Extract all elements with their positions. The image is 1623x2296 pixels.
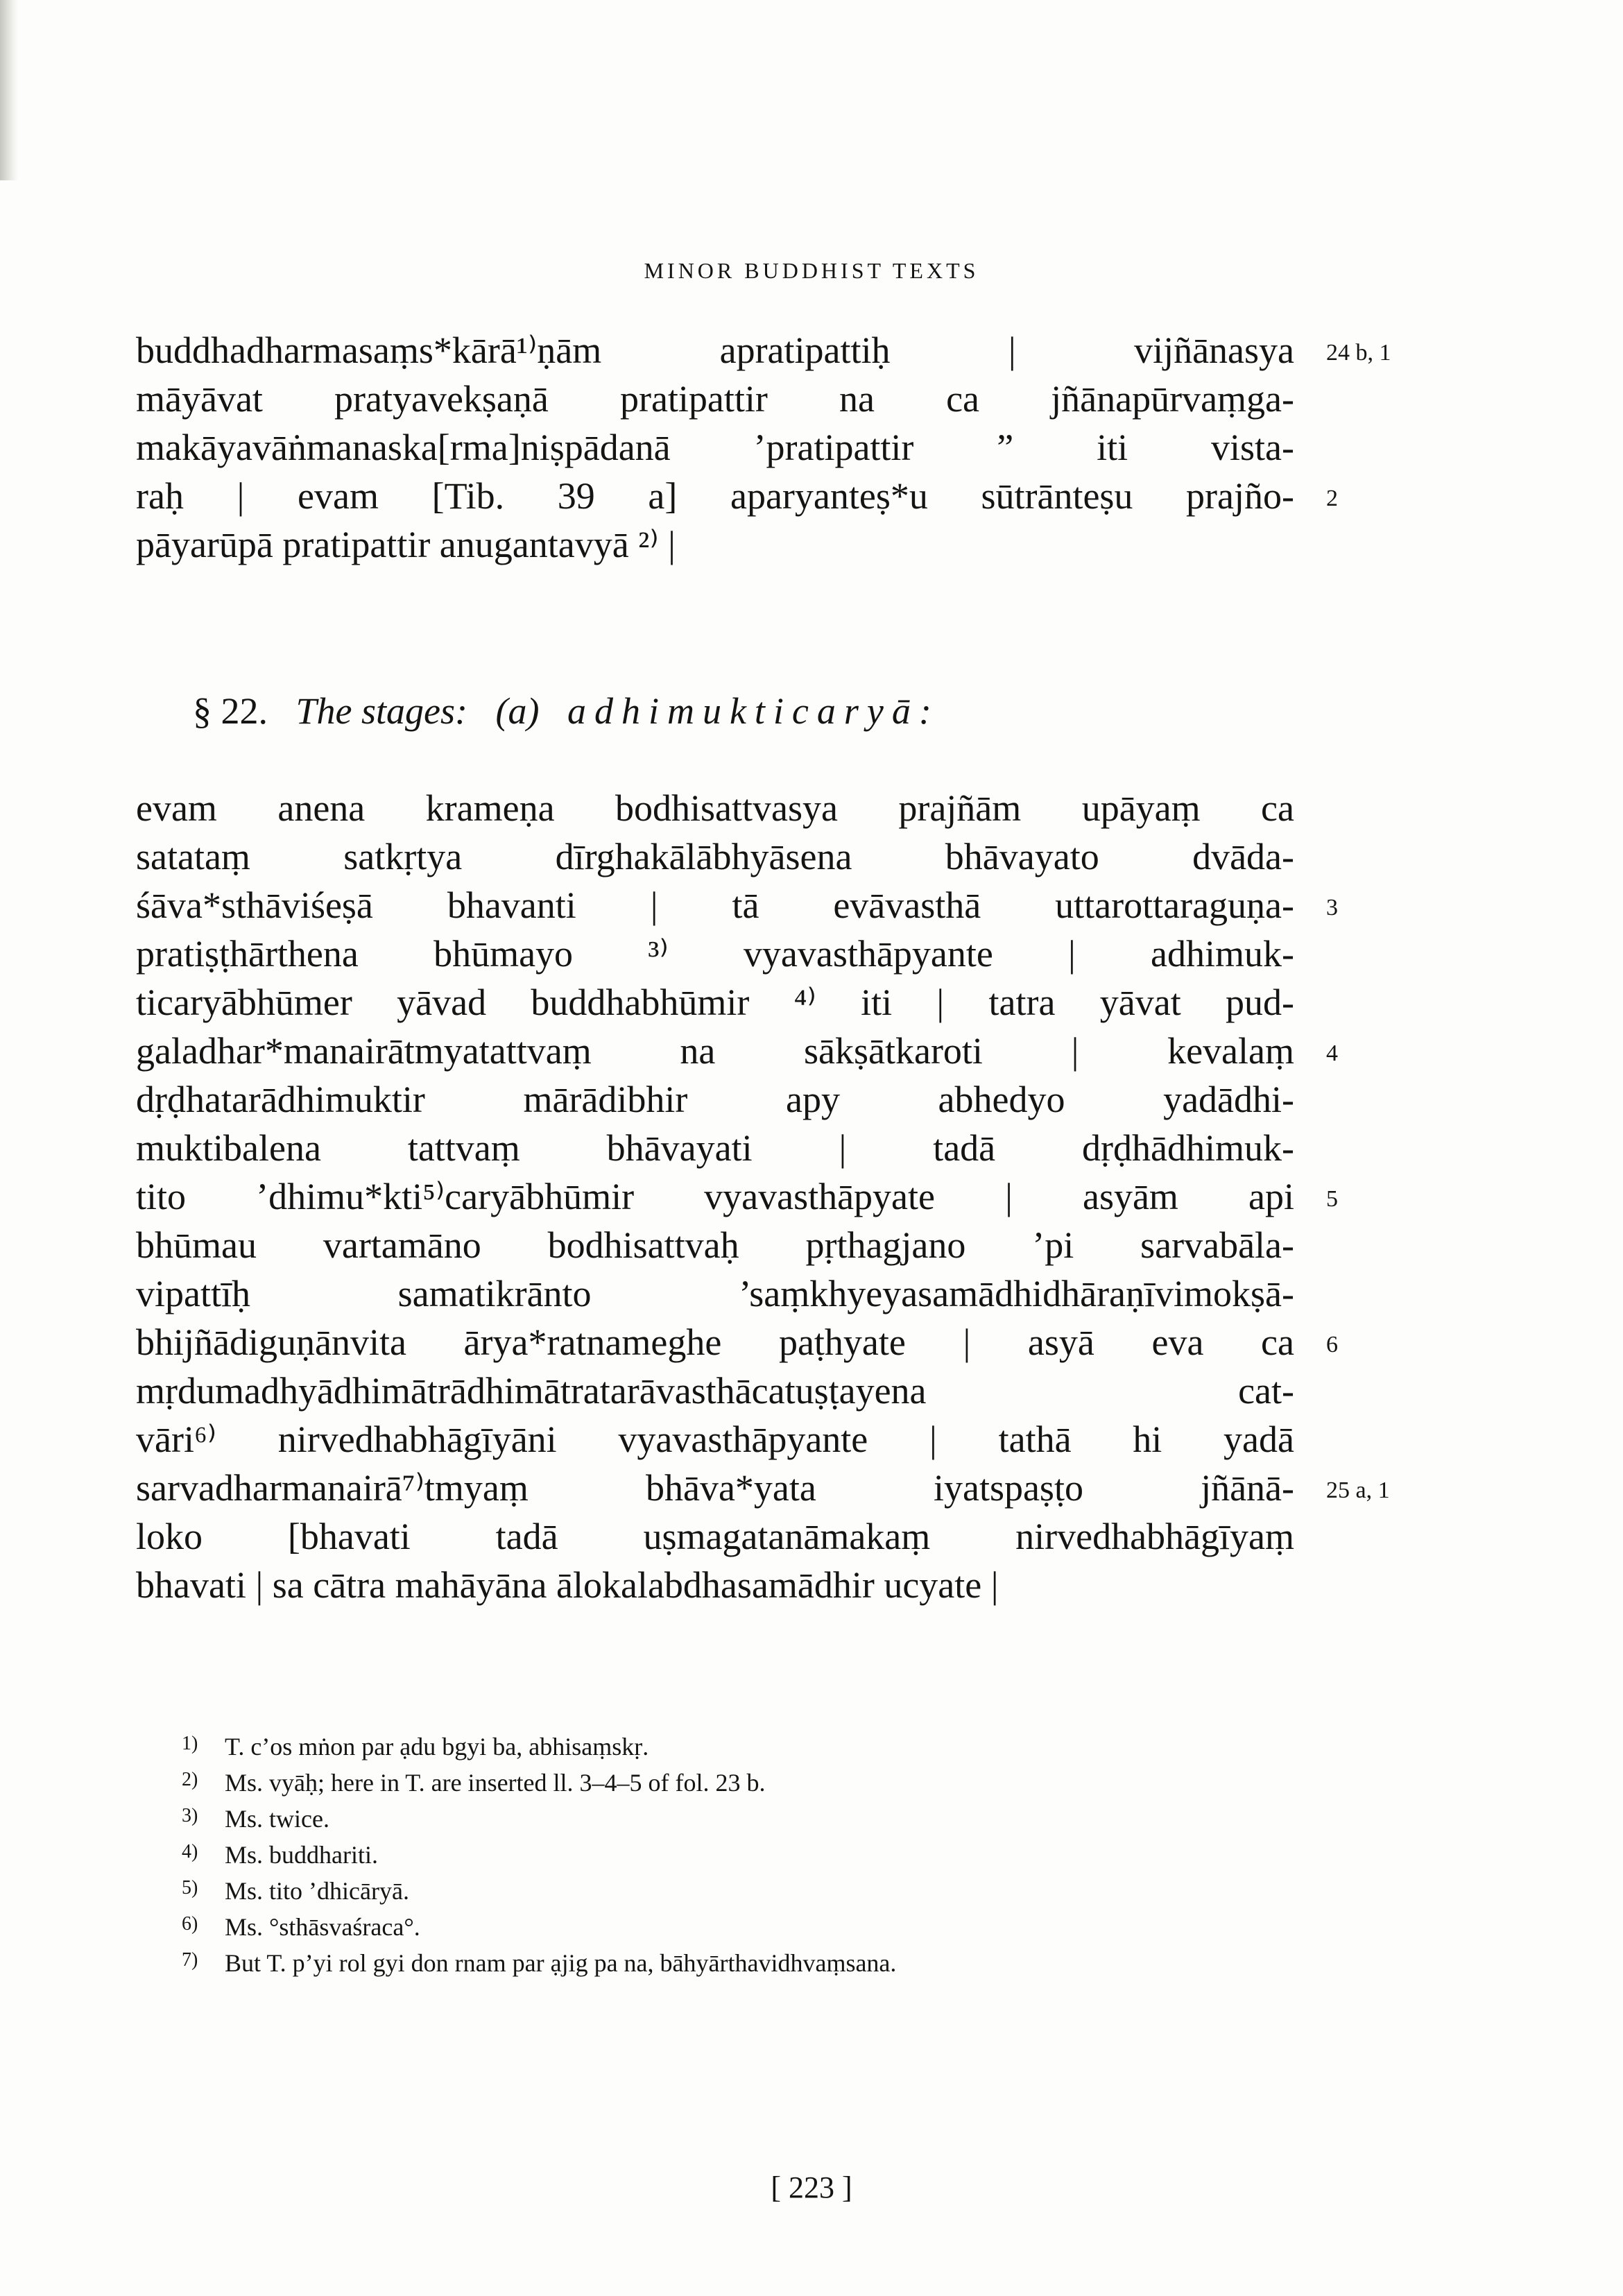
- margin-ref: 24 b, 1: [1326, 340, 1391, 366]
- section-subletter: (a): [495, 690, 540, 732]
- text-line: śāva*sthāviśeṣā bhavanti | tā evāvasthā uttarottaraguṇa-: [136, 884, 1294, 926]
- footnote-text: Ms. twice.: [225, 1805, 329, 1833]
- text-line: satataṃ satkṛtya dīrghakālābhyāsena bhāvayato dvāda-: [136, 836, 1294, 877]
- text-line: evam anena krameṇa bodhisattvasya prajñām upāyaṃ ca: [136, 787, 1294, 829]
- text-line: māyāvat pratyavekṣaṇā pratipattir na ca jñānapūrvaṃga-: [136, 378, 1294, 420]
- running-head: MINOR BUDDHIST TEXTS: [644, 258, 979, 283]
- text-line: bhijñādiguṇānvita ārya*ratnameghe paṭhyate | asyā eva ca: [136, 1321, 1294, 1363]
- text-line: raḥ | evam [Tib. 39 a] aparyanteṣ*u sūtrānteṣu prajño-: [136, 475, 1294, 517]
- scan-edge-shadow: [0, 0, 18, 180]
- section-title: The stages:: [295, 690, 467, 732]
- text-line: vipattīḥ samatikrānto ’saṃkhyeyasamādhidhāraṇīvimokṣā-: [136, 1273, 1294, 1314]
- footnote: [182, 1762, 1305, 1801]
- footnote-text: T. c’os mṅon par ạdu bgyi ba, abhisaṃskṛ.: [225, 1733, 649, 1760]
- footnote-number: 4): [182, 1841, 198, 1862]
- footnote-number: 1): [182, 1733, 198, 1754]
- footnote-text: But T. p’yi rol gyi don rnam par ạjig pa na, bāhyārthavidhvaṃsana.: [225, 1949, 897, 1977]
- text-line: buddhadharmasaṃs*kārā¹⁾ṇām apratipattiḥ | vijñānasya: [136, 329, 1294, 371]
- footnote: [182, 1834, 1305, 1873]
- text-line: tito ’dhimu*kti⁵⁾caryābhūmir vyavasthāpyate | asyām api: [136, 1176, 1294, 1217]
- margin-ref: 3: [1326, 895, 1338, 920]
- text-line: galadhar*manairātmyatattvaṃ na sākṣātkaroti | kevalaṃ: [136, 1030, 1294, 1072]
- footnote: [182, 1942, 1305, 1981]
- footnote-number: 5): [182, 1877, 198, 1899]
- text-line: ticaryābhūmer yāvad buddhabhūmir ⁴⁾ iti | tatra yāvat pud-: [136, 982, 1294, 1023]
- footnote: [182, 1798, 1305, 1837]
- footnote: [182, 1870, 1305, 1909]
- footnote-text: Ms. buddhariti.: [225, 1841, 378, 1869]
- footnote-text: Ms. °sthāsvaśraca°.: [225, 1913, 420, 1941]
- section-number: § 22.: [193, 690, 268, 732]
- margin-ref: 25 a, 1: [1326, 1477, 1390, 1503]
- footnote-number: 2): [182, 1769, 198, 1790]
- text-line: vāri⁶⁾ nirvedhabhāgīyāni vyavasthāpyante | tathā hi yadā: [136, 1419, 1294, 1460]
- footnote-text: Ms. vyāḥ; here in T. are inserted ll. 3–4–5 of fol. 23 b.: [225, 1769, 766, 1797]
- text-line: bhavati | sa cātra mahāyāna ālokalabdhasamādhir ucyate |: [136, 1564, 999, 1606]
- text-line: loko [bhavati tadā uṣmagatanāmakaṃ nirvedhabhāgīyaṃ: [136, 1516, 1294, 1557]
- footnote-number: 7): [182, 1949, 198, 1971]
- margin-ref: 5: [1326, 1186, 1338, 1212]
- margin-ref: 6: [1326, 1332, 1338, 1357]
- footnote: [182, 1906, 1305, 1945]
- margin-ref: 4: [1326, 1040, 1338, 1066]
- footnote: [182, 1726, 1305, 1765]
- section-term: adhimukticaryā:: [567, 690, 940, 732]
- text-line: mṛdumadhyādhimātrādhimātratarāvasthācatuṣṭayena cat-: [136, 1370, 1294, 1412]
- text-line: muktibalena tattvaṃ bhāvayati | tadā dṛḍhādhimuk-: [136, 1127, 1294, 1169]
- text-line: dṛḍhatarādhimuktir mārādibhir apy abhedyo yadādhi-: [136, 1079, 1294, 1120]
- text-line: pāyarūpā pratipattir anugantavyā ²⁾ |: [136, 524, 676, 565]
- footnote-number: 6): [182, 1913, 198, 1935]
- footnote-number: 3): [182, 1805, 198, 1826]
- footnote-text: Ms. tito ’dhicāryā.: [225, 1877, 409, 1905]
- text-line: sarvadharmanairā⁷⁾tmyaṃ bhāva*yata iyatspaṣṭo jñānā-: [136, 1467, 1294, 1509]
- page-number: [ 223 ]: [771, 2170, 852, 2204]
- text-line: bhūmau vartamāno bodhisattvaḥ pṛthagjano ’pi sarvabāla-: [136, 1224, 1294, 1266]
- margin-ref: 2: [1326, 486, 1338, 511]
- text-line: pratiṣṭhārthena bhūmayo ³⁾ vyavasthāpyante | adhimuk-: [136, 933, 1294, 975]
- text-line: makāyavāṅmanaska[rma]niṣpādanā ’pratipattir ” iti vista-: [136, 427, 1294, 468]
- section-heading: [193, 687, 940, 735]
